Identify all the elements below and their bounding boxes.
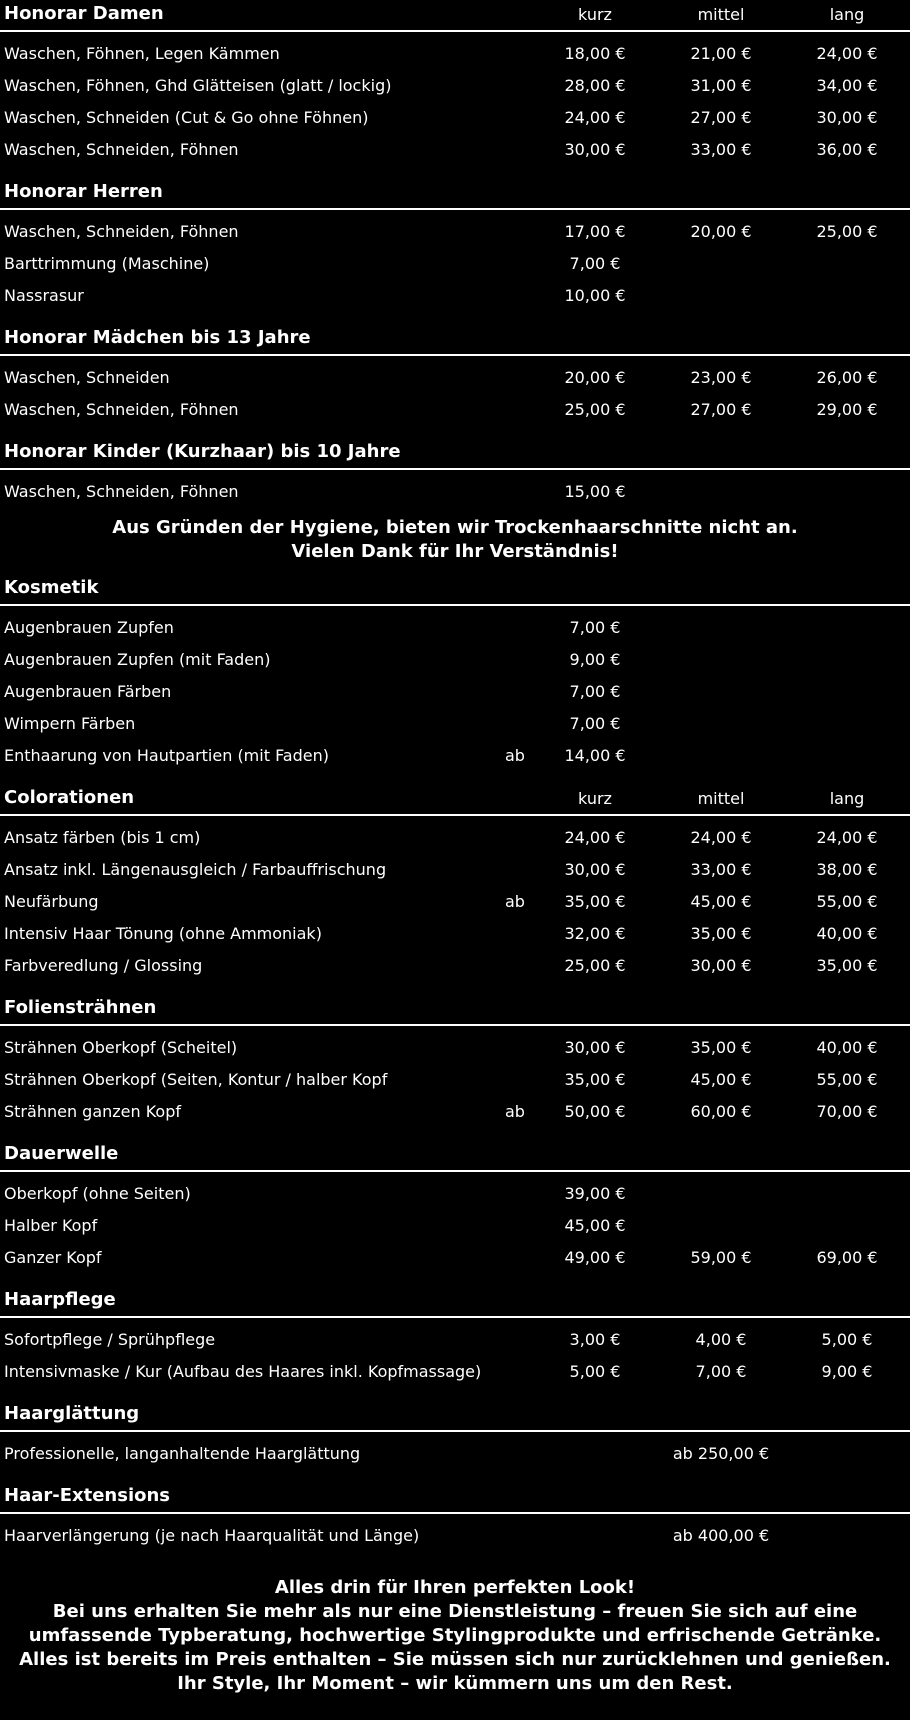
service-name: Neufärbung (4, 892, 99, 911)
price-kurz: 35,00 € (564, 892, 626, 911)
price-row (0, 740, 910, 772)
price-kurz: 32,00 € (564, 924, 626, 943)
price-lang: 34,00 € (816, 76, 878, 95)
column-header-kurz: kurz (578, 789, 612, 808)
section-title: Dauerwelle (4, 1143, 119, 1164)
price-lang: 55,00 € (816, 892, 878, 911)
column-header-kurz: kurz (578, 5, 612, 24)
price-mittel: 33,00 € (690, 860, 752, 879)
section-title: Colorationen (4, 787, 135, 808)
service-name: Ansatz färben (bis 1 cm) (4, 828, 201, 847)
price-row (0, 134, 910, 166)
price-row (0, 1178, 910, 1210)
price-row (0, 918, 910, 950)
service-name: Oberkopf (ohne Seiten) (4, 1184, 191, 1203)
footer-line: Ihr Style, Ihr Moment – wir kümmern uns um den Rest. (177, 1673, 733, 1694)
price-row (0, 676, 910, 708)
price-kurz: 50,00 € (564, 1102, 626, 1121)
section-spacer (0, 1388, 910, 1400)
service-name: Sofortpflege / Sprühpflege (4, 1330, 216, 1349)
price-row (0, 1210, 910, 1242)
price-row (0, 216, 910, 248)
section-header (0, 438, 910, 470)
price-kurz: 7,00 € (569, 682, 621, 701)
section-header (0, 1140, 910, 1172)
price-row (0, 612, 910, 644)
price-row (0, 1064, 910, 1096)
price-lang: 24,00 € (816, 44, 878, 63)
price-mittel: 20,00 € (690, 222, 752, 241)
price-kurz: 10,00 € (564, 286, 626, 305)
price-mittel: ab 400,00 € (672, 1526, 770, 1545)
footer-line: umfassende Typberatung, hochwertige Stylingprodukte und erfrischende Getränke. (28, 1625, 882, 1646)
section-spacer (0, 1274, 910, 1286)
price-kurz: 30,00 € (564, 1038, 626, 1057)
price-prefix: ab (505, 746, 525, 765)
section-spacer (0, 982, 910, 994)
price-kurz: 9,00 € (569, 650, 621, 669)
price-row (0, 708, 910, 740)
notice-line: Vielen Dank für Ihr Verständnis! (291, 541, 619, 562)
price-mittel: 45,00 € (690, 892, 752, 911)
price-section (0, 438, 910, 574)
section-spacer (0, 426, 910, 438)
price-kurz: 7,00 € (569, 618, 621, 637)
price-section (0, 324, 910, 438)
column-header-lang: lang (829, 789, 865, 808)
price-row (0, 362, 910, 394)
service-name: Enthaarung von Hautpartien (mit Faden) (4, 746, 329, 765)
section-header (0, 0, 910, 32)
price-lang: 55,00 € (816, 1070, 878, 1089)
price-mittel: 21,00 € (690, 44, 752, 63)
section-title: Honorar Damen (4, 3, 164, 24)
price-kurz: 35,00 € (564, 1070, 626, 1089)
price-lang: 5,00 € (821, 1330, 873, 1349)
price-kurz: 7,00 € (569, 714, 621, 733)
column-header-mittel: mittel (697, 5, 745, 24)
price-mittel: 33,00 € (690, 140, 752, 159)
price-kurz: 30,00 € (564, 140, 626, 159)
section-title: Haarpflege (4, 1289, 116, 1310)
price-mittel: 59,00 € (690, 1248, 752, 1267)
price-kurz: 20,00 € (564, 368, 626, 387)
price-row (0, 854, 910, 886)
column-header-lang: lang (829, 5, 865, 24)
service-name: Intensivmaske / Kur (Aufbau des Haares inkl. Kopfmassage) (4, 1362, 482, 1381)
price-lang: 29,00 € (816, 400, 878, 419)
hygiene-notice (0, 508, 910, 574)
service-name: Wimpern Färben (4, 714, 136, 733)
price-kurz: 45,00 € (564, 1216, 626, 1235)
price-section (0, 1286, 910, 1400)
price-mittel: 60,00 € (690, 1102, 752, 1121)
service-name: Waschen, Schneiden, Föhnen (4, 140, 239, 159)
price-mittel: 31,00 € (690, 76, 752, 95)
price-mittel: 27,00 € (690, 108, 752, 127)
service-name: Strähnen Oberkopf (Scheitel) (4, 1038, 238, 1057)
section-spacer (0, 1470, 910, 1482)
section-header (0, 1286, 910, 1318)
price-kurz: 17,00 € (564, 222, 626, 241)
price-section (0, 0, 910, 178)
price-lang: 24,00 € (816, 828, 878, 847)
price-lang: 9,00 € (821, 1362, 873, 1381)
price-lang: 40,00 € (816, 1038, 878, 1057)
section-title: Honorar Mädchen bis 13 Jahre (4, 327, 311, 348)
price-section (0, 994, 910, 1140)
price-row (0, 1324, 910, 1356)
price-section (0, 178, 910, 324)
section-header (0, 574, 910, 606)
price-section (0, 1140, 910, 1286)
price-lang: 38,00 € (816, 860, 878, 879)
price-mittel: 45,00 € (690, 1070, 752, 1089)
price-row (0, 1242, 910, 1274)
section-spacer (0, 1552, 910, 1564)
price-row (0, 950, 910, 982)
price-row (0, 1356, 910, 1388)
section-title: Honorar Herren (4, 181, 163, 202)
price-mittel: 27,00 € (690, 400, 752, 419)
price-mittel: 24,00 € (690, 828, 752, 847)
service-name: Waschen, Schneiden, Föhnen (4, 482, 239, 501)
price-lang: 30,00 € (816, 108, 878, 127)
price-prefix: ab (505, 1102, 525, 1121)
section-spacer (0, 1128, 910, 1140)
price-kurz: 25,00 € (564, 956, 626, 975)
price-mittel: 23,00 € (690, 368, 752, 387)
section-spacer (0, 312, 910, 324)
service-name: Augenbrauen Zupfen (4, 618, 174, 637)
section-header (0, 784, 910, 816)
section-title: Haar-Extensions (4, 1485, 171, 1506)
price-mittel: 7,00 € (695, 1362, 747, 1381)
service-name: Barttrimmung (Maschine) (4, 254, 210, 273)
price-row (0, 280, 910, 312)
service-name: Augenbrauen Zupfen (mit Faden) (4, 650, 271, 669)
price-row (0, 822, 910, 854)
service-name: Farbveredlung / Glossing (4, 956, 203, 975)
section-header (0, 1482, 910, 1514)
price-lang: 36,00 € (816, 140, 878, 159)
price-kurz: 28,00 € (564, 76, 626, 95)
service-name: Waschen, Schneiden (Cut & Go ohne Föhnen) (4, 108, 369, 127)
service-name: Intensiv Haar Tönung (ohne Ammoniak) (4, 924, 322, 943)
price-kurz: 25,00 € (564, 400, 626, 419)
column-header-mittel: mittel (697, 789, 745, 808)
service-name: Waschen, Schneiden, Föhnen (4, 400, 239, 419)
price-kurz: 15,00 € (564, 482, 626, 501)
price-kurz: 18,00 € (564, 44, 626, 63)
price-kurz: 49,00 € (564, 1248, 626, 1267)
price-row (0, 1438, 910, 1470)
price-kurz: 14,00 € (564, 746, 626, 765)
section-header (0, 178, 910, 210)
section-title: Honorar Kinder (Kurzhaar) bis 10 Jahre (4, 441, 401, 462)
price-kurz: 39,00 € (564, 1184, 626, 1203)
price-mittel: 35,00 € (690, 1038, 752, 1057)
service-name: Professionelle, langanhaltende Haarglättung (4, 1444, 361, 1463)
price-prefix: ab (505, 892, 525, 911)
service-name: Ganzer Kopf (4, 1248, 102, 1267)
price-mittel: 30,00 € (690, 956, 752, 975)
footer-text (0, 1564, 910, 1696)
price-section (0, 1400, 910, 1482)
section-title: Foliensträhnen (4, 997, 157, 1018)
section-header (0, 1400, 910, 1432)
price-section (0, 784, 910, 994)
price-row (0, 644, 910, 676)
price-row (0, 886, 910, 918)
price-row (0, 476, 910, 508)
price-row (0, 102, 910, 134)
price-row (0, 38, 910, 70)
price-kurz: 24,00 € (564, 108, 626, 127)
price-lang: 25,00 € (816, 222, 878, 241)
footer-line: Alles ist bereits im Preis enthalten – Sie müssen sich nur zurücklehnen und genießen. (19, 1649, 891, 1670)
price-row (0, 1096, 910, 1128)
price-mittel: ab 250,00 € (672, 1444, 770, 1463)
service-name: Nassrasur (4, 286, 84, 305)
price-mittel: 35,00 € (690, 924, 752, 943)
notice-line: Aus Gründen der Hygiene, bieten wir Trockenhaarschnitte nicht an. (112, 517, 798, 538)
section-spacer (0, 166, 910, 178)
service-name: Halber Kopf (4, 1216, 98, 1235)
service-name: Waschen, Schneiden, Föhnen (4, 222, 239, 241)
price-row (0, 70, 910, 102)
footer-line: Alles drin für Ihren perfekten Look! (274, 1577, 636, 1598)
service-name: Augenbrauen Färben (4, 682, 172, 701)
price-kurz: 24,00 € (564, 828, 626, 847)
section-header (0, 324, 910, 356)
service-name: Waschen, Schneiden (4, 368, 170, 387)
price-lang: 69,00 € (816, 1248, 878, 1267)
footer-line: Bei uns erhalten Sie mehr als nur eine Dienstleistung – freuen Sie sich auf eine (52, 1601, 858, 1622)
section-header (0, 994, 910, 1026)
service-name: Strähnen ganzen Kopf (4, 1102, 182, 1121)
price-row (0, 248, 910, 280)
section-title: Haarglättung (4, 1403, 140, 1424)
price-section (0, 574, 910, 784)
service-name: Haarverlängerung (je nach Haarqualität und Länge) (4, 1526, 420, 1545)
price-lang: 40,00 € (816, 924, 878, 943)
service-name: Waschen, Föhnen, Legen Kämmen (4, 44, 280, 63)
price-row (0, 394, 910, 426)
service-name: Waschen, Föhnen, Ghd Glätteisen (glatt / lockig) (4, 76, 392, 95)
section-title: Kosmetik (4, 577, 99, 598)
price-lang: 70,00 € (816, 1102, 878, 1121)
service-name: Strähnen Oberkopf (Seiten, Kontur / halber Kopf (4, 1070, 388, 1089)
price-kurz: 7,00 € (569, 254, 621, 273)
price-section (0, 1482, 910, 1564)
service-name: Ansatz inkl. Längenausgleich / Farbauffrischung (4, 860, 387, 879)
price-row (0, 1520, 910, 1552)
price-kurz: 3,00 € (569, 1330, 621, 1349)
price-kurz: 30,00 € (564, 860, 626, 879)
price-row (0, 1032, 910, 1064)
price-kurz: 5,00 € (569, 1362, 621, 1381)
price-lang: 35,00 € (816, 956, 878, 975)
section-spacer (0, 772, 910, 784)
price-mittel: 4,00 € (695, 1330, 747, 1349)
price-lang: 26,00 € (816, 368, 878, 387)
